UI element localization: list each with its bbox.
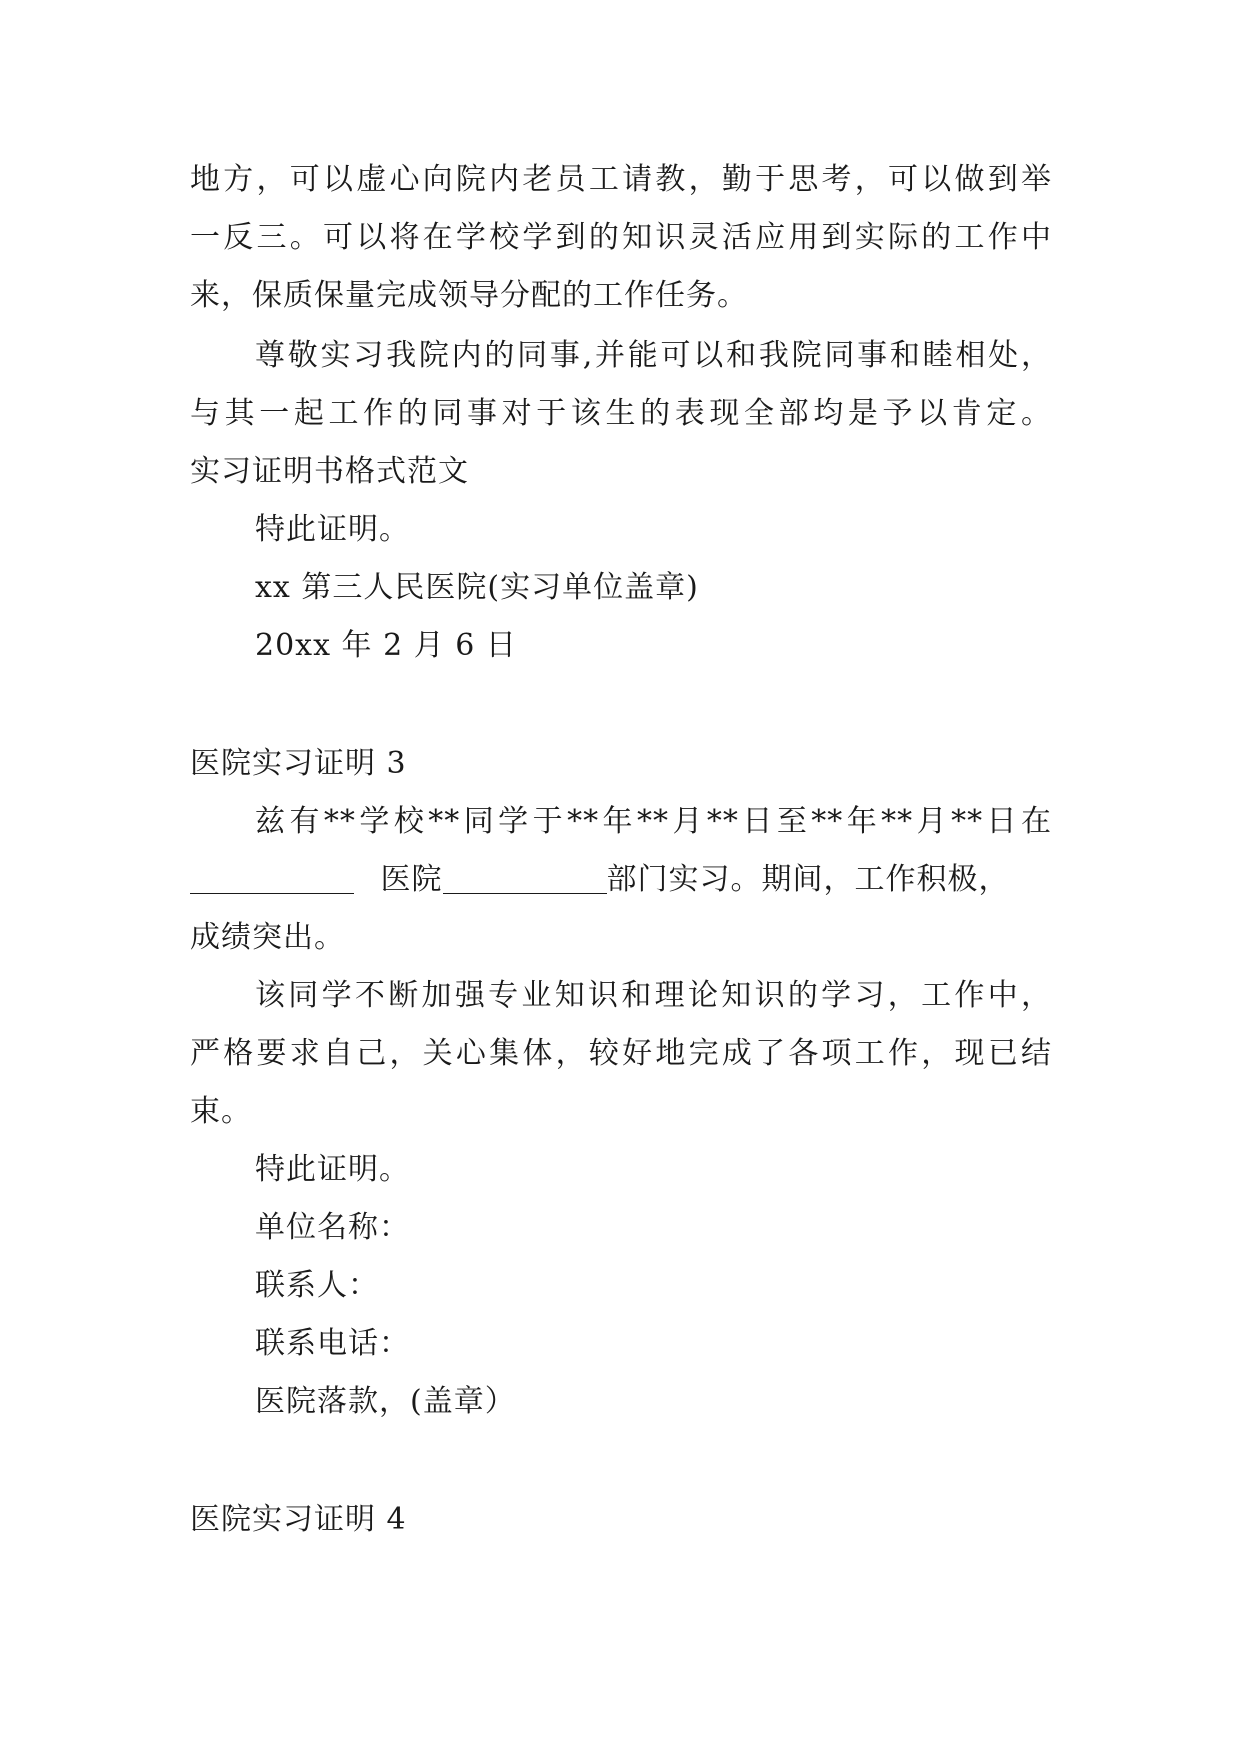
hospital-label: 医院 — [380, 862, 443, 897]
paragraph-line: 尊敬实习我院内的同事,并能可以和我院同事和睦相处， — [255, 338, 1052, 373]
paragraph-line: 束。 — [190, 1094, 252, 1129]
paragraph-line: 兹有**学校**同学于**年**月**日至**年**月**日在 — [255, 804, 1052, 839]
paragraph-line: 成绩突出。 — [190, 920, 345, 955]
paragraph-line — [190, 860, 1010, 900]
certify-text: 特此证明。 — [255, 1152, 410, 1187]
section-title: 医院实习证明 4 — [190, 1502, 407, 1537]
paragraph-line: 严格要求自己，关心集体，较好地完成了各项工作，现已结 — [190, 1036, 1052, 1071]
unit-name-label: 单位名称： — [255, 1210, 410, 1245]
department-text: 部门实习。期间，工作积极， — [606, 862, 1010, 897]
section-title: 医院实习证明 3 — [190, 746, 407, 781]
paragraph-line: 与其一起工作的同事对于该生的表现全部均是予以肯定。 — [190, 396, 1052, 431]
certify-text: 特此证明。 — [255, 512, 410, 547]
date-text: 20xx 年 2 月 6 日 — [255, 628, 517, 663]
signature-label: 医院落款，(盖章） — [255, 1384, 516, 1419]
paragraph-line: 地方，可以虚心向院内老员工请教，勤于思考，可以做到举 — [190, 162, 1052, 197]
paragraph-line: 一反三。可以将在学校学到的知识灵活应用到实际的工作中 — [190, 220, 1052, 255]
fill-blank — [190, 863, 354, 894]
paragraph-line: 该同学不断加强专业知识和理论知识的学习，工作中， — [255, 978, 1052, 1013]
paragraph-line: 来，保质保量完成领导分配的工作任务。 — [190, 278, 748, 313]
issuer-text: xx 第三人民医院(实习单位盖章) — [255, 570, 699, 605]
phone-label: 联系电话： — [255, 1326, 410, 1361]
contact-label: 联系人： — [255, 1268, 379, 1303]
fill-blank — [443, 863, 607, 894]
sample-title: 实习证明书格式范文 — [190, 454, 469, 489]
